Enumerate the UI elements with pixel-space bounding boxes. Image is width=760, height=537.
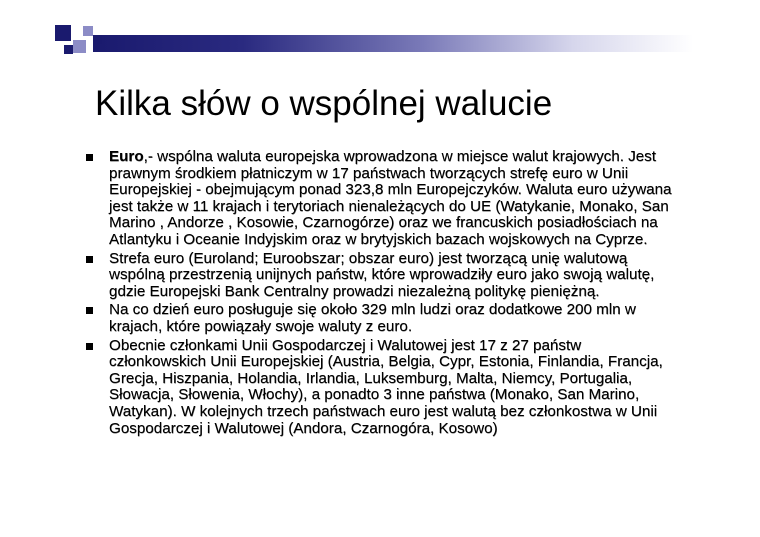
bullet-text: Obecnie członkami Unii Gospodarczej i Walutowej jest 17 z 27 państw członkowskich Unii Europejskiej (Austria, Belgia, Cypr, Estonia, Finlandia, Francja, Grecja, Hiszpania, Holandia, Irlandia, Luksemburg, Malta, Niemcy, Portugalia, Słowacja, Słowenia, Włochy), a ponadto 3 inne państwa (Monako, San Marino, Watykan). W kolejnych trzech państwach euro jest walutą bez członkostwa w Unii Gospodarczej i Walutowej (Andora, Czarnogóra, Kosowo) (109, 336, 663, 437)
bullet-list (84, 149, 674, 439)
bullet-lead: Euro (109, 148, 144, 165)
bullet-text: ,- wspólna waluta europejska wprowadzona w miejsce walut krajowych. Jest prawnym środkiem płatniczym w 17 państwach tworzących strefę euro w Unii Europejskiej - obejmującym ponad 323,8 mln Europejczyków. Waluta euro używana jest także w 11 krajach i terytoriach nienależących do UE (Watykanie, Monako, San Marino , Andorze , Kosowie, Czarnogórze) oraz we francuskich posiadłościach na Atlantyku i Oceanie Indyjskim oraz w brytyjskich bazach wojskowych na Cyprze. (109, 148, 672, 248)
bullet-text: Na co dzień euro posługuje się około 329 mln ludzi oraz dodatkowe 200 mln w krajach, które powiązały swoje waluty z euro. (109, 301, 636, 335)
header-decoration (0, 0, 760, 60)
bullet-item-euro (84, 149, 674, 249)
square-bullet-icon (86, 307, 93, 314)
square-bullet-icon (86, 256, 93, 263)
slide-title: Kilka słów o wspólnej walucie (95, 84, 553, 123)
header-gradient-bar (93, 35, 693, 52)
bullet-text: Strefa euro (Euroland; Euroobszar; obszar euro) jest tworzącą unię walutową wspólną przestrzenią unijnych państw, które wprowadziły euro jako swoją walutę, gdzie Europejski Bank Centralny prowadzi niezależną politykę pieniężną. (109, 249, 655, 300)
bullet-item-members (84, 338, 674, 438)
square-bullet-icon (86, 154, 93, 161)
decor-square (93, 35, 102, 44)
decor-square (83, 26, 93, 36)
decor-square (73, 40, 86, 53)
decor-square (55, 25, 71, 41)
decor-square (64, 45, 73, 54)
bullet-item-users (84, 302, 674, 335)
bullet-item-strefa-euro (84, 251, 674, 301)
square-bullet-icon (86, 343, 93, 350)
